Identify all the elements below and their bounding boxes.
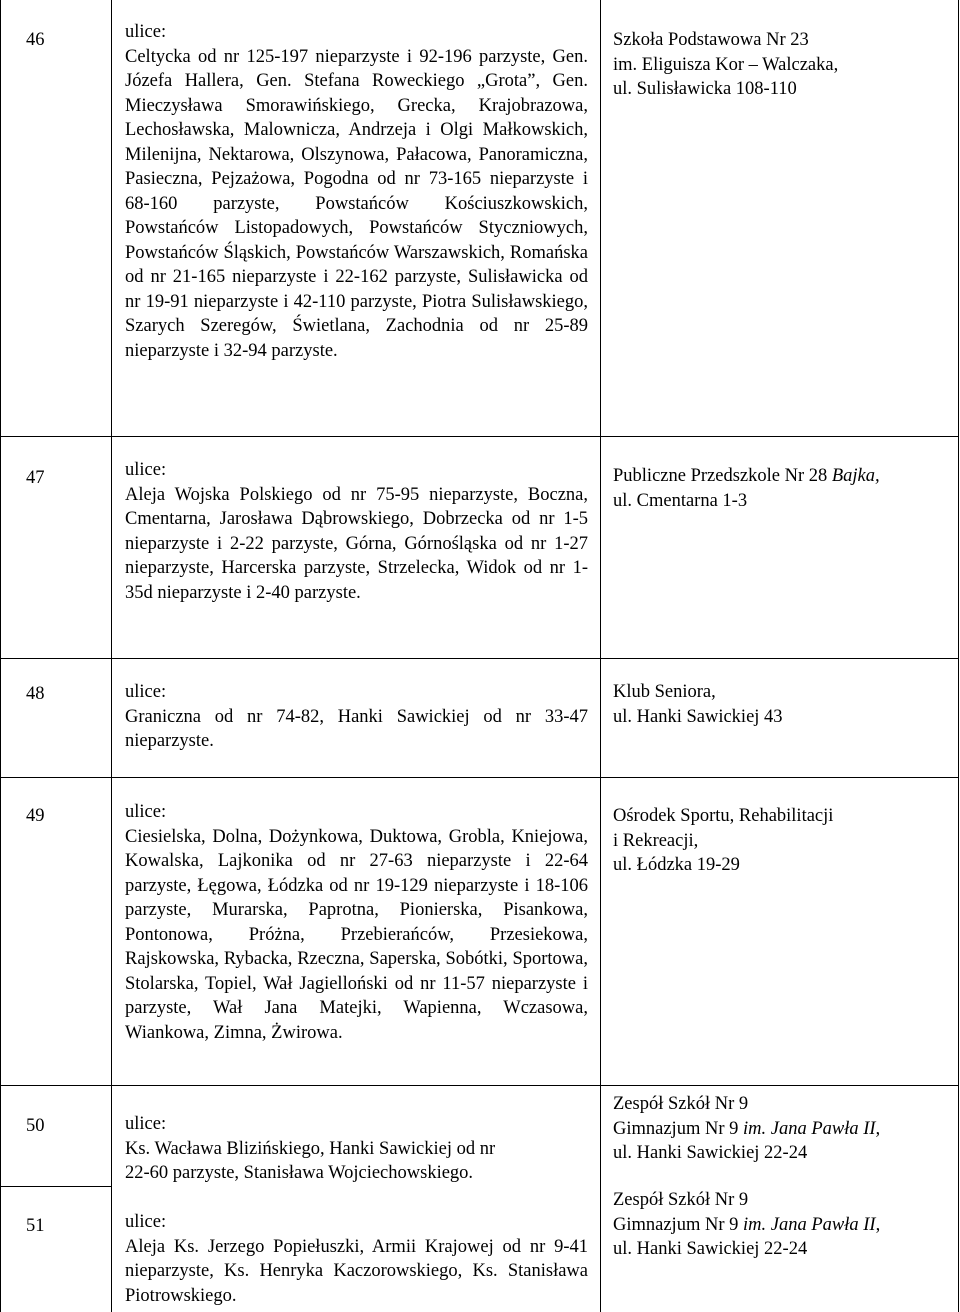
street-list <box>125 20 588 363</box>
streets-label: ulice: <box>125 460 167 480</box>
place-address: ul. Hanki Sawickiej 22-24 <box>613 1239 808 1259</box>
place-school <box>613 1117 943 1142</box>
row-number: 50 <box>26 1116 45 1136</box>
table-border-left <box>0 0 1 1312</box>
streets-text: Aleja Ks. Jerzego Popiełuszki, Armii Krajowej od nr 9-41 nieparzyste, Ks. Henryka Kaczorowskiego, Ks. Stanisława Piotrowskiego. <box>125 1236 588 1306</box>
polling-place <box>613 1092 943 1166</box>
street-list <box>125 800 588 1045</box>
place-school-patron: im. Jana Pawła II <box>743 1214 876 1235</box>
column-divider-1 <box>111 0 112 1312</box>
street-list <box>125 680 588 754</box>
place-name-cont: i Rekreacji, <box>613 830 699 851</box>
row-number: 51 <box>26 1216 45 1236</box>
streets-text-line1: Ks. Wacława Blizińskiego, Hanki Sawickiej od nr <box>125 1138 496 1159</box>
place-name <box>613 464 943 489</box>
streets-text: Aleja Wojska Polskiego od nr 75-95 nieparzyste, Boczna, Cmentarna, Jarosława Dąbrowskiego, Dobrzecka od nr 1-5 nieparzyste i 2-22 parzyste, Górna, Górnośląska od nr 1-27 nieparzyste, Harcerska parzyste, Strzelecka, Widok od nr 1-35d nieparzyste i 2-40 parzyste. <box>125 484 588 603</box>
column-divider-2 <box>600 0 601 1312</box>
place-school-text: Gimnazjum Nr 9 <box>613 1214 743 1235</box>
row-number: 49 <box>26 806 45 826</box>
row-divider-50-51 <box>0 1186 111 1187</box>
place-name: Zespół Szkół Nr 9 <box>613 1190 749 1210</box>
row-divider-46-47 <box>0 436 959 437</box>
streets-text: Graniczna od nr 74-82, Hanki Sawickiej od nr 33-47 nieparzyste. <box>125 706 588 751</box>
row-number: 47 <box>26 468 45 488</box>
place-name: Szkoła Podstawowa Nr 23 <box>613 30 809 50</box>
place-patron: im. Eliguisza Kor – Walczaka, <box>613 54 839 75</box>
place-address: ul. Łódzka 19-29 <box>613 855 740 875</box>
place-address: ul. Hanki Sawickiej 43 <box>613 706 783 727</box>
place-address: ul. Sulisławicka 108-110 <box>613 79 797 99</box>
street-list <box>125 1210 588 1308</box>
place-school-suffix: , <box>875 1214 881 1235</box>
streets-label: ulice: <box>125 22 167 42</box>
streets-text-line2: 22-60 parzyste, Stanisława Wojciechowskiego. <box>125 1163 474 1183</box>
place-school <box>613 1213 943 1238</box>
place-name-text: Publiczne Przedszkole Nr 28 <box>613 466 832 486</box>
polling-place <box>613 464 943 513</box>
streets-label: ulice: <box>125 1114 167 1134</box>
place-school-patron: im. Jana Pawła II, <box>743 1118 881 1139</box>
place-name-italic: Bajka, <box>831 466 880 486</box>
polling-place <box>613 1188 943 1262</box>
place-name: Ośrodek Sportu, Rehabilitacji <box>613 806 834 826</box>
streets-label: ulice: <box>125 1212 167 1232</box>
row-divider-49-50 <box>0 1085 959 1086</box>
place-school-text: Gimnazjum Nr 9 <box>613 1118 743 1139</box>
row-number: 46 <box>26 30 45 50</box>
polling-place <box>613 680 943 729</box>
place-name: Zespół Szkół Nr 9 <box>613 1094 749 1114</box>
place-address: ul. Hanki Sawickiej 22-24 <box>613 1143 808 1163</box>
polling-place <box>613 804 943 878</box>
streets-label: ulice: <box>125 682 167 702</box>
street-list <box>125 1112 588 1186</box>
row-number: 48 <box>26 684 45 704</box>
row-divider-48-49 <box>0 777 959 778</box>
streets-text: Ciesielska, Dolna, Dożynkowa, Duktowa, Grobla, Kniejowa, Kowalska, Lajkonika od nr 27-63 nieparzyste i 22-64 parzyste, Łęgowa, Łódzka od nr 19-129 nieparzyste i 18-106 parzyste, Murarska, Paprotna, Pionierska, Pisankowa, Pontonowa, Próżna, Przebierańców, Przesiekowa, Rajskowska, Rybacka, Rzeczna, Saperska, Sobótki, Sportowa, Stolarska, Topiel, Wał Jagielloński od nr 11-57 nieparzyste i parzyste, Wał Jana Matejki, Wapienna, Wczasowa, Wiankowa, Zimna, Żwirowa. <box>125 826 588 1043</box>
streets-label: ulice: <box>125 802 167 822</box>
place-name: Klub Seniora, <box>613 682 716 702</box>
polling-place <box>613 28 943 102</box>
place-address: ul. Cmentarna 1-3 <box>613 490 748 511</box>
street-list <box>125 458 588 605</box>
table-border-right <box>958 0 959 1312</box>
row-divider-47-48 <box>0 658 959 659</box>
streets-text: Celtycka od nr 125-197 nieparzyste i 92-196 parzyste, Gen. Józefa Hallera, Gen. Stefana Roweckiego „Grota”, Gen. Mieczysława Smorawińskiego, Grecka, Krajobrazowa, Lechosławska, Malownicza, Andrzeja i Olgi Małkowskich, Milenijna, Nektarowa, Olszynowa, Pałacowa, Panoramiczna, Pasieczna, Pejzażowa, Pogodna od nr 73-165 nieparzyste i 68-160 parzyste, Powstańców Kościuszkowskich, Powstańców Listopadowych, Powstańców Styczniowych, Powstańców Śląskich, Powstańców Warszawskich, Romańska od nr 21-165 nieparzyste i 22-162 parzyste, Sulisławicka od nr 19-91 nieparzyste i 42-110 parzyste, Piotra Sulisławskiego, Szarych Szeregów, Świetlana, Zachodnia od nr 25-89 nieparzyste i 32-94 parzyste. <box>125 46 588 361</box>
